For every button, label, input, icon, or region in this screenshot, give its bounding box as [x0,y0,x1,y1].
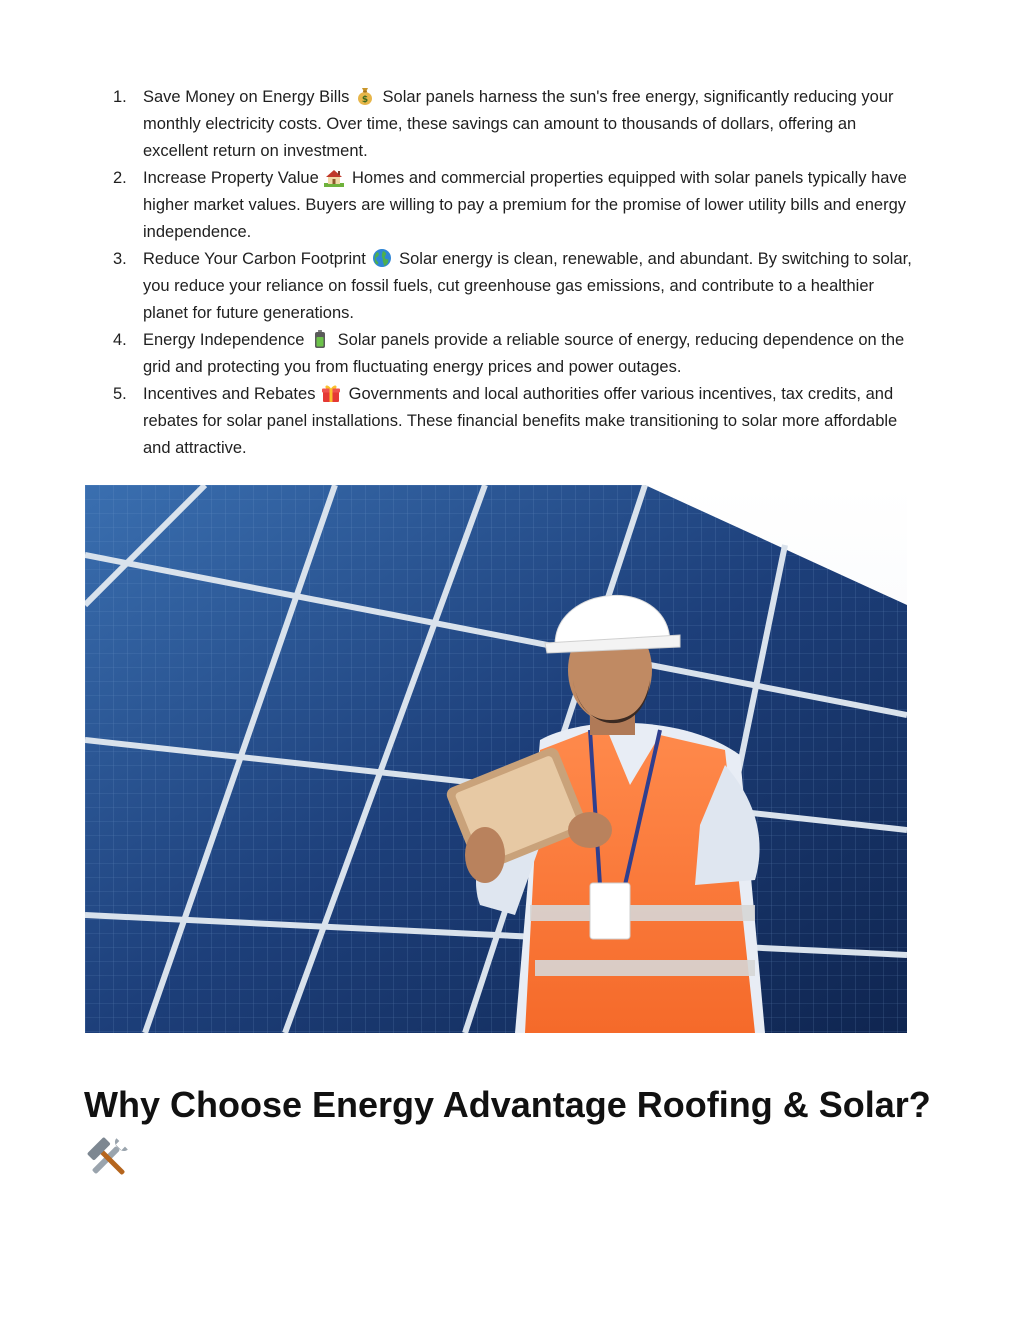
benefit-title: Reduce Your Carbon Footprint [143,250,366,268]
list-number: 1. [113,88,127,106]
svg-text:$: $ [361,95,369,105]
list-item [98,327,918,381]
solar-panels-engineer-photo [85,485,907,1033]
benefit-title: Incentives and Rebates [143,385,316,403]
list-number: 4. [113,331,127,349]
list-item [98,381,918,462]
benefit-text: Solar energy is clean, renewable, and abundant. By switching to solar, you reduce your reliance on fossil fuels, cut greenhouse gas emissions, and contribute to a healthier planet for future generations. [143,250,912,322]
benefit-text: Governments and local authorities offer various incentives, tax credits, and rebates for solar panel installations. These financial benefits make transitioning to solar more affordable and attractive. [143,385,898,457]
list-number: 3. [113,250,127,268]
benefit-text: Solar panels harness the sun's free energy, significantly reducing your monthly electricity costs. Over time, these savings can amount to thousands of dollars, offering an excellent return on investment. [143,88,894,160]
hammer-and-wrench-icon [84,1134,132,1182]
list-item [98,246,918,327]
list-number: 2. [113,169,127,187]
battery-icon [310,329,330,349]
benefit-title: Save Money on Energy Bills [143,88,350,106]
benefit-text: Solar panels provide a reliable source of energy, reducing dependence on the grid and protecting you from fluctuating energy prices and power outages. [143,331,905,376]
benefit-title: Increase Property Value [143,169,319,187]
money-bag-icon [355,86,375,106]
house-icon [324,167,344,187]
benefits-list [98,84,918,462]
list-item [98,165,918,246]
list-item [98,84,918,165]
benefit-text: Homes and commercial properties equipped with solar panels typically have higher market values. Buyers are willing to pay a premium for the promise of lower utility bills and energy independence. [143,169,907,241]
gift-icon [321,383,341,403]
list-number: 5. [113,385,127,403]
section-heading: Why Choose Energy Advantage Roofing & Solar? [84,1084,931,1125]
globe-icon [372,248,392,268]
benefit-title: Energy Independence [143,331,305,349]
